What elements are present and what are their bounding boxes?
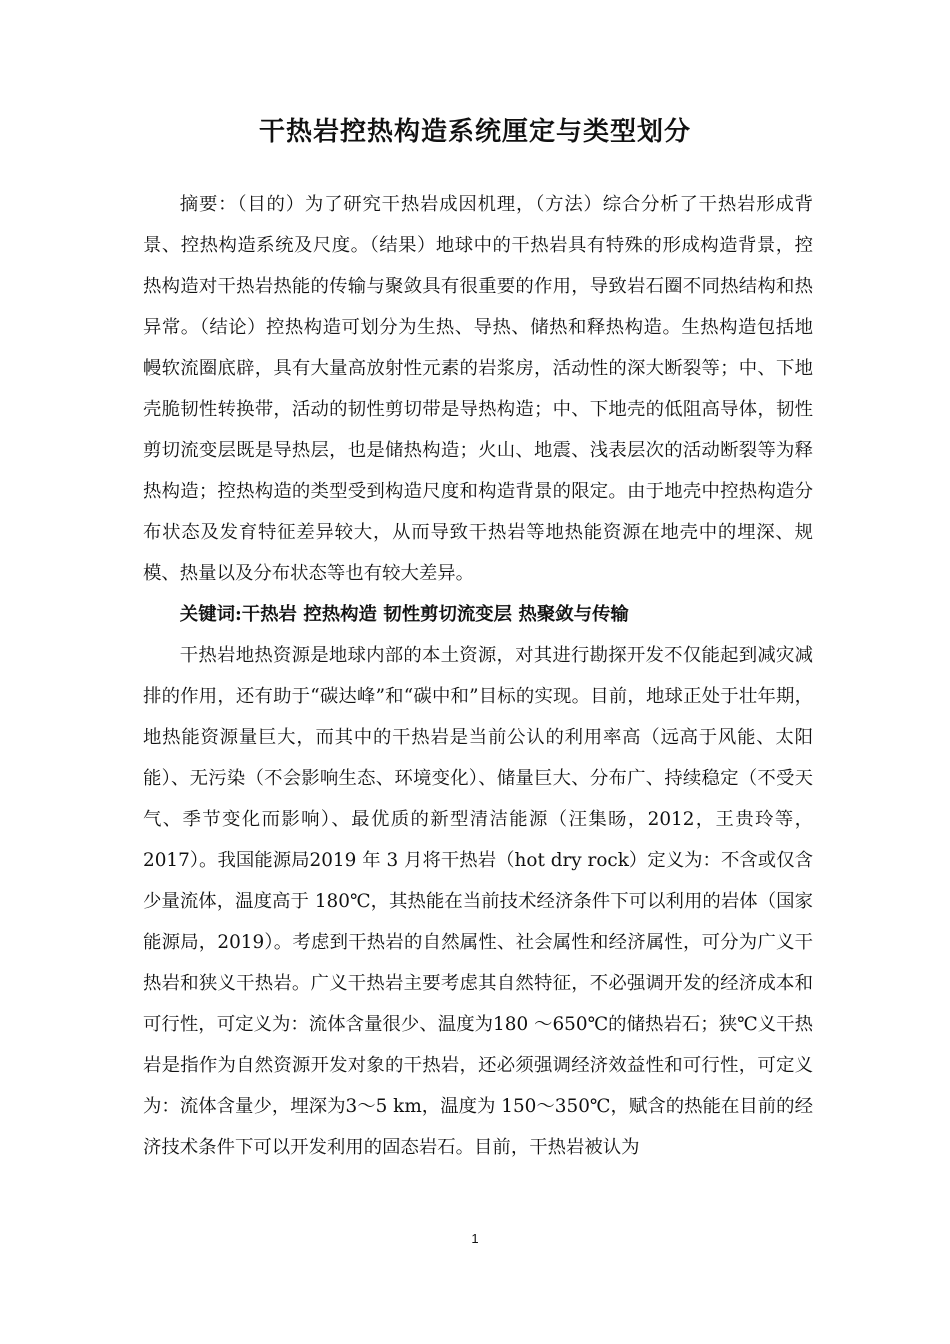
abstract-paragraph: 摘要：（目的）为了研究干热岩成因机理，（方法）综合分析了干热岩形成背景、控热构造系统及尺度。（结果）地球中的干热岩具有特殊的形成构造背景，控热构造对干热岩热能的传输与聚敛具有很重要的作用，导致岩石圈不同热结构和热异常。（结论）控热构造可划分为生热、导热、储热和释热构造。生热构造包括地幔软流圈底辟，具有大量高放射性元素的岩浆房，活动性的深大断裂等；中、下地壳脆韧性转换带，活动的韧性剪切带是导热构造；中、下地壳的低阻高导体，韧性剪切流变层既是导热层，也是储热构造；火山、地震、浅表层次的活动断裂等为释热构造；控热构造的类型受到构造尺度和构造背景的限定。由于地壳中控热构造分布状态及发育特征差异较大，从而导致干热岩等地热能资源在地壳中的埋深、规模、热量以及分布状态等也有较大差异。 bbox=[143, 194, 813, 584]
page-number: 1 bbox=[471, 1231, 479, 1246]
keywords-line: 关键词:干热岩 控热构造 韧性剪切流变层 热聚敛与传输 bbox=[179, 604, 629, 625]
body-paragraph: 干热岩地热资源是地球内部的本土资源，对其进行勘探开发不仅能起到减灾减排的作用，还有助于“碳达峰”和“碳中和”目标的实现。目前，地球正处于壮年期，地热能资源量巨大，而其中的干热岩是当前公认的利用率高（远高于风能、太阳能）、无污染（不会影响生态、环境变化）、储量巨大、分布广、持续稳定（不受天气、季节变化而影响）、最优质的新型清洁能源（汪集旸，2012，王贵玲等，2017）。我国能源局2019 年 3 月将干热岩（hot dry rock）定义为：不含或仅含少量流体，温度高于 180℃，其热能在当前技术经济条件下可以利用的岩体（国家能源局，2019）。考虑到干热岩的自然属性、社会属性和经济属性，可分为广义干热岩和狭义干热岩。广义干热岩主要考虑其自然特征，不必强调开发的经济成本和可行性，可定义为：流体含量很少、温度为180 ～650℃的储热岩石；狭℃义干热岩是指作为自然资源开发对象的干热岩，还必须强调经济效益性和可行性，可定义为：流体含量少，埋深为3～5 km，温度为 150～350℃，赋含的热能在目前的经济技术条件下可以开发利用的固态岩石。目前，干热岩被认为 bbox=[143, 645, 813, 1158]
document-title: 干热岩控热构造系统厘定与类型划分 bbox=[258, 117, 691, 147]
document-body bbox=[143, 184, 813, 1168]
